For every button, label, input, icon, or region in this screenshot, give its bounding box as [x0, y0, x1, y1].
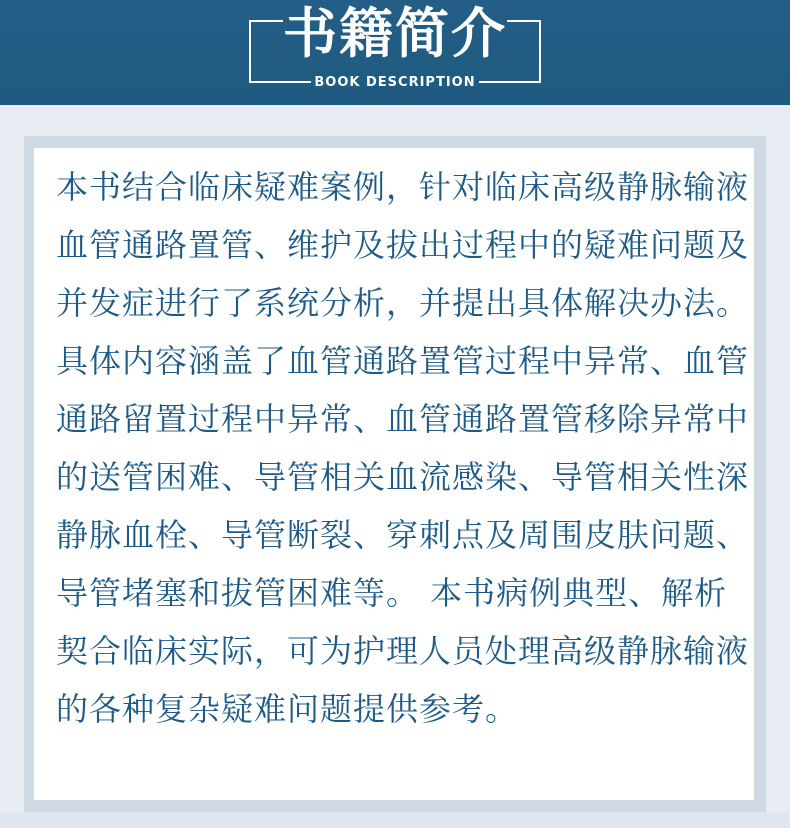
page-subtitle: BOOK DESCRIPTION [314, 75, 476, 90]
bottom-band [0, 812, 790, 828]
page-title: 书籍简介 [283, 2, 507, 65]
description-text: 本书结合临床疑难案例，针对临床高级静脉输液血管通路置管、维护及拔出过程中的疑难问题及并发症进行了系统分析，并提出具体解决办法。具体内容涵盖了血管通路置管过程中异常、血管通路留置过程中异常、血管通路置管移除异常中的送管困难、导管相关血流感染、导管相关性深静脉血栓、导管断裂、穿刺点及周围皮肤问题、导管堵塞和拔管困难等。 本书病例典型、解析契合临床实际，可为护理人员处理高级静脉输液的各种复杂疑难问题提供参考。 [56, 168, 750, 728]
